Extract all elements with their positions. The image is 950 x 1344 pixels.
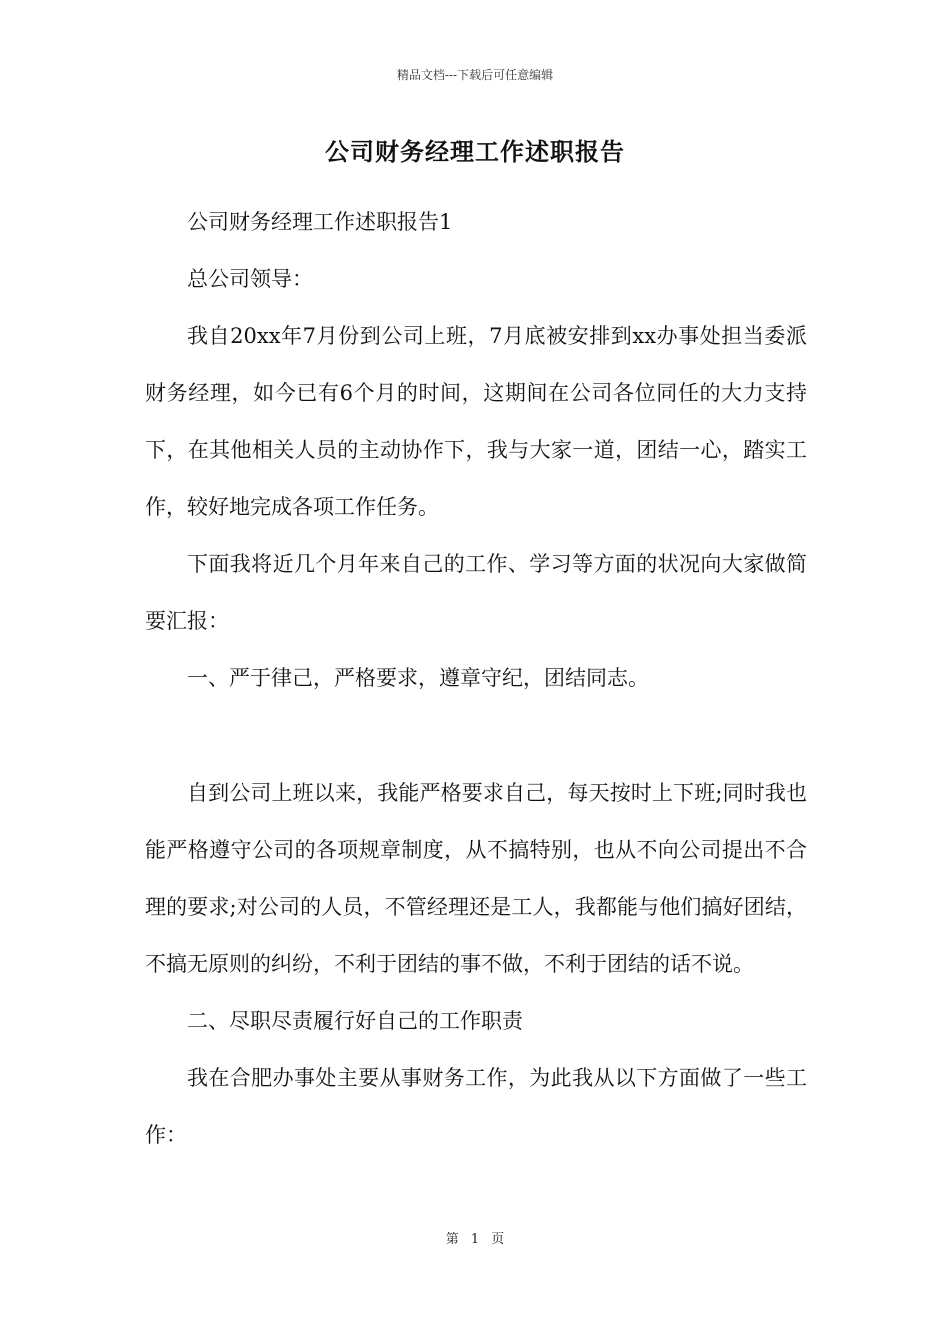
paragraph-intro: 我自20xx年7月份到公司上班，7月底被安排到xx办事处担当委派财务经理，如今已有6个月的时间，这期间在公司各位同任的大力支持下，在其他相关人员的主动协作下，我与大家一道，团结一心，踏实工作，较好地完成各项工作任务。 bbox=[145, 324, 807, 519]
paragraph-duties: 我在合肥办事处主要从事财务工作，为此我从以下方面做了一些工作： bbox=[145, 1066, 807, 1147]
paragraph-summary-lead: 下面我将近几个月年来自己的工作、学习等方面的状况向大家做简要汇报： bbox=[145, 552, 807, 633]
document-body bbox=[145, 194, 807, 707]
document-title: 公司财务经理工作述职报告 bbox=[325, 137, 625, 166]
page-footer bbox=[0, 1228, 950, 1247]
page-label-suffix: 页 bbox=[491, 1232, 505, 1247]
paragraph-discipline: 自到公司上班以来，我能严格要求自己，每天按时上下班;同时我也能严格遵守公司的各项规章制度，从不搞特别，也从不向公司提出不合理的要求;对公司的人员，不管经理还是工人，我都能与他们搞好团结，不搞无原则的纠纷，不利于团结的事不做，不利于团结的话不说。 bbox=[145, 781, 807, 976]
page-number: 1 bbox=[470, 1232, 480, 1247]
section-heading-1: 一、严于律己，严格要求，遵章守纪，团结同志。 bbox=[187, 666, 649, 690]
section-heading-2: 二、尽职尽责履行好自己的工作职责 bbox=[187, 1009, 523, 1033]
page-label-prefix: 第 bbox=[445, 1232, 459, 1247]
salutation: 总公司领导： bbox=[187, 267, 313, 291]
document-body-continued bbox=[145, 765, 807, 1164]
page-header: 精品文档---下载后可任意编辑 bbox=[396, 68, 554, 82]
report-subtitle: 公司财务经理工作述职报告1 bbox=[187, 210, 453, 234]
